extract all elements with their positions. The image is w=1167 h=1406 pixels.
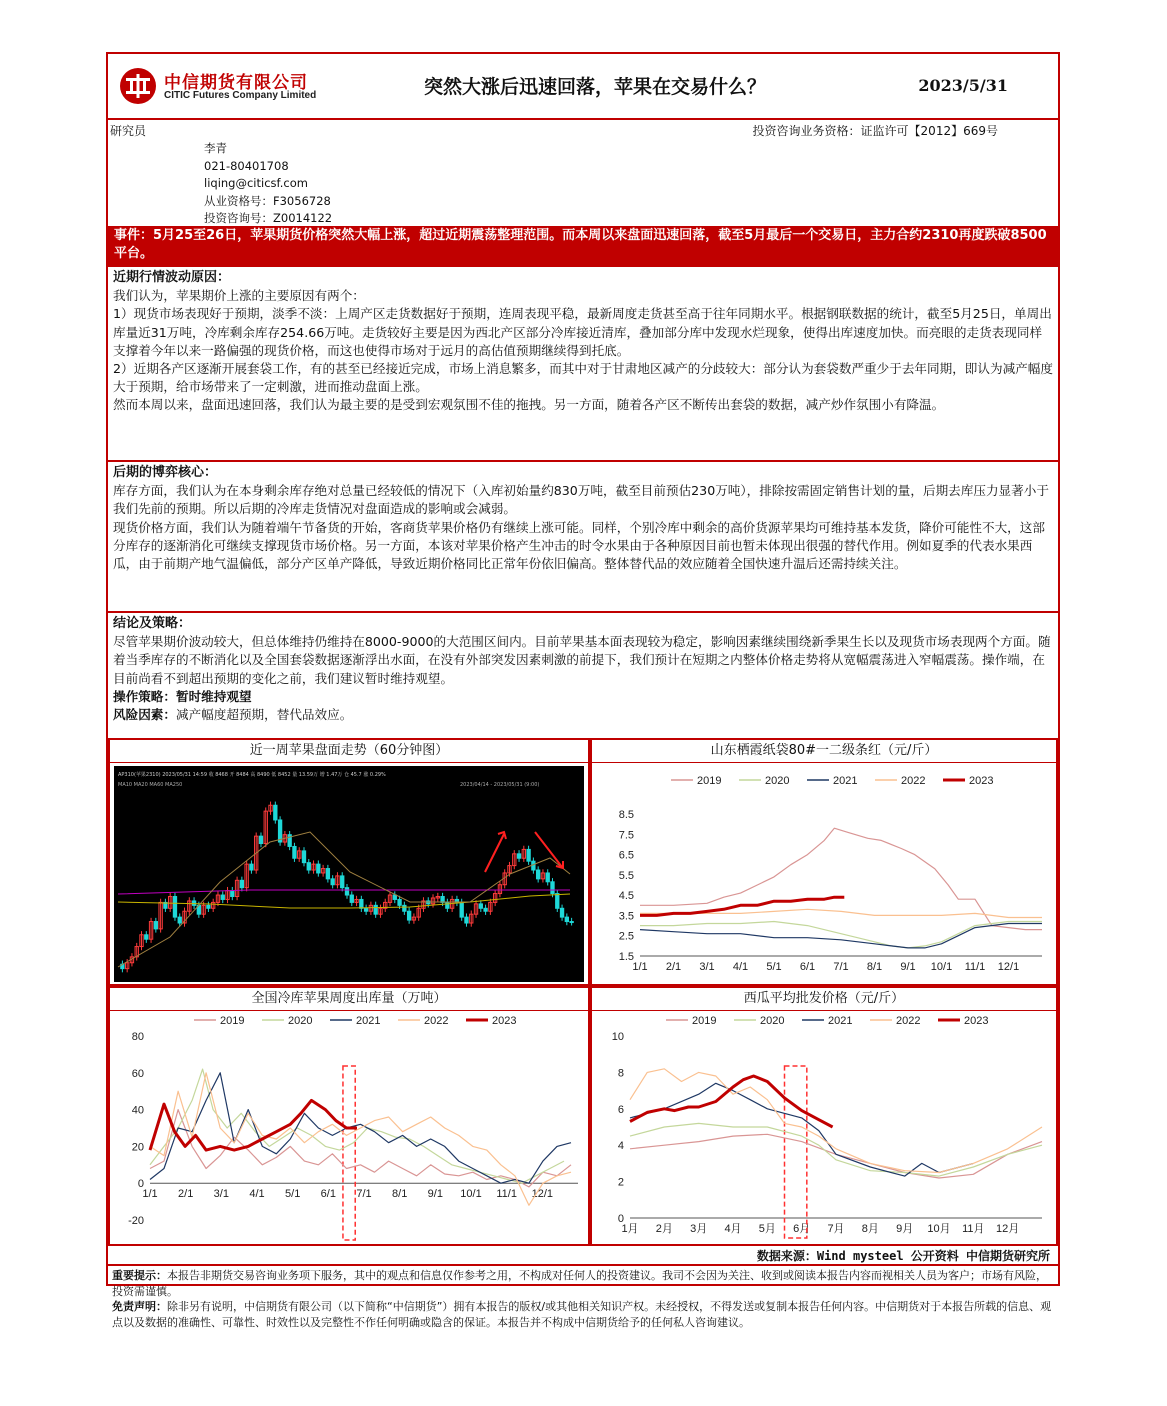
legend-label: 2021	[828, 1015, 853, 1027]
series-line-2021	[640, 924, 1042, 948]
disclaimer-line	[112, 1299, 1054, 1330]
kline-candle	[178, 917, 181, 923]
report-header	[108, 54, 1058, 120]
disclaimer-label: 免责声明：	[112, 1300, 167, 1313]
kline-candle	[536, 870, 539, 879]
consult-number: 投资咨询号：Z0014122	[204, 211, 333, 226]
kline-candle	[446, 902, 449, 908]
panel-title: 近一周苹果盘面走势（60分钟图）	[110, 740, 588, 763]
report-title: 突然大涨后迅速回落，苹果在交易什么？	[424, 76, 767, 98]
notice-line	[112, 1268, 1054, 1299]
kline-candle	[302, 851, 305, 863]
y-tick-label: 7.5	[618, 829, 634, 842]
y-tick-label: 20	[131, 1141, 144, 1154]
kline-candle	[331, 879, 334, 885]
paragraph: 1）现货市场表现好于预期，淡季不淡：上周产区走货数据好于预期，连周表现平稳，最新周度走货甚至高于往年同期水平。根据钢联数据的统计，截至5月25日，单周出库量近31万吨，冷库剩余库存254.66万吨。走货较好主要是因为西北产区部分冷库接近清库，叠加部分库中发现水烂现象，使得出库速度加快。而亮眼的走货表现同样支撑着今年以来一路偏强的现货价格，而这也使得市场对于远月的高估值预期继续得到托底。	[113, 306, 1052, 358]
kline-candle	[551, 882, 554, 894]
paragraph: 尽管苹果期价波动较大，但总体维持仍维持在8000-9000的大范围区间内。目前苹果基本面表现较为稳定，影响因素继续围绕新季果生长以及现货市场表现两个方面。随着当季库存的不断消化以及全国套袋数据逐渐浮出水面，在没有外部突发因素刺激的前提下，我们预计在短期之内整体价格走势将从宽幅震荡进入窄幅震荡。操作端，在目前尚看不到超出预期的变化之前，我们建议暂时维持观望。	[113, 634, 1051, 686]
company-name-cn: 中信期货有限公司	[164, 73, 308, 93]
paragraph: 我们认为，苹果期价上涨的主要原因有两个：	[113, 288, 365, 304]
shandong-price-chart	[592, 762, 1056, 984]
x-tick-label: 4月	[724, 1223, 742, 1235]
x-tick-label: 6/1	[799, 961, 816, 973]
series-line-2021	[630, 1083, 973, 1176]
company-logo	[118, 66, 358, 106]
researcher-name: 李青	[204, 141, 227, 155]
x-tick-label: 11月	[962, 1223, 985, 1235]
paragraph: 库存方面，我们认为在本身剩余库存绝对总量已经较低的情况下（入库初始量约830万吨，截至目前预估230万吨），排除按需固定销售计划的量，后期去库压力显著小于我们先前的预期。所以后期的冷库走货情况对盘面造成的影响或会减弱。	[113, 483, 1049, 517]
legend-label: 2019	[220, 1015, 245, 1027]
legend-label: 2021	[356, 1015, 381, 1027]
kline-candle	[317, 864, 320, 873]
panel-title: 西瓜平均批发价格（元/斤）	[592, 988, 1056, 1011]
report-date: 2023/5/31	[918, 76, 1008, 95]
kline-candle	[460, 902, 463, 917]
kline-ma-legend: MA10 MA20 MA60 MA250	[118, 782, 183, 788]
series-line-2023	[630, 1076, 833, 1127]
x-tick-label: 12/1	[531, 1188, 554, 1201]
highlight-box	[343, 1066, 355, 1240]
kline-candle	[259, 836, 262, 843]
kline-candle	[556, 894, 559, 909]
kline-candle	[374, 905, 377, 914]
kline-candle	[350, 895, 353, 902]
kline-candle	[145, 935, 148, 939]
series-line-2019	[630, 1134, 1042, 1178]
risk-value: 减产幅度超预期，替代品效应。	[175, 707, 353, 723]
legend-label: 2023	[492, 1015, 517, 1027]
cold-storage-chart	[110, 1010, 588, 1244]
x-tick-label: 4/1	[249, 1188, 265, 1201]
risk-label: 风险因素：	[113, 707, 176, 723]
kline-candle	[360, 899, 363, 908]
legend-label: 2023	[969, 775, 994, 787]
notice-label: 重要提示：	[112, 1269, 167, 1282]
x-tick-label: 3/1	[213, 1188, 229, 1201]
x-tick-label: 3/1	[699, 961, 715, 973]
kline-candle	[570, 922, 573, 923]
report-frame	[106, 52, 1060, 1329]
section-heading: 后期的博弈核心：	[113, 465, 218, 480]
x-tick-label: 5月	[758, 1223, 776, 1235]
section-heading: 近期行情波动原因：	[113, 270, 231, 285]
kline-candle	[546, 873, 549, 882]
x-tick-label: 9月	[896, 1223, 914, 1235]
y-tick-label: 3.5	[618, 910, 634, 923]
citic-logo-icon	[118, 66, 158, 106]
kline-candle	[231, 891, 234, 897]
strategy-value: 暂时维持观望	[175, 688, 252, 704]
kline-candle	[517, 854, 520, 858]
y-tick-label: 40	[131, 1104, 144, 1117]
legend-label: 2020	[288, 1015, 313, 1027]
event-banner: 事件：5月25至26日，苹果期货价格突然大幅上涨，超过近期震荡整理范围。而本周以来盘面迅速回落，截至5月最后一个交易日，主力合约2310再度跌破8500平台。	[108, 226, 1058, 265]
x-tick-label: 8/1	[866, 961, 883, 973]
x-tick-label: 1/1	[142, 1188, 158, 1201]
kline-candle	[341, 876, 344, 888]
kline-candle	[398, 899, 401, 905]
x-tick-label: 7月	[827, 1223, 845, 1235]
section-market-drivers	[108, 265, 1058, 460]
x-tick-label: 1/1	[632, 961, 648, 973]
kline-chart	[110, 762, 588, 984]
kline-header-text: AP310(苹果2310) 2023/05/31 14:59 收 8468 开 8484 高 8490 低 8452 量 13.59万 增 1.47万 仓 45.7 涨 0.29%	[118, 772, 386, 778]
legend-label: 2021	[833, 775, 858, 787]
kline-candle	[565, 917, 568, 921]
license-number: 投资咨询业务资格：证监许可【2012】669号	[752, 124, 998, 138]
series-line-2020	[640, 922, 1042, 948]
x-tick-label: 7/1	[356, 1188, 372, 1201]
panel-kline	[108, 738, 590, 986]
kline-candle	[307, 863, 310, 870]
x-tick-label: 5/1	[766, 961, 782, 973]
legend-label: 2022	[896, 1015, 921, 1027]
researcher-phone: 021-80401708	[204, 158, 289, 173]
kline-candle	[240, 880, 243, 887]
x-tick-label: 2/1	[178, 1188, 194, 1201]
y-tick-label: 6.5	[618, 849, 634, 862]
researcher-email[interactable]: liqing@citicsf.com	[204, 176, 308, 191]
series-line-2020	[630, 1123, 1042, 1176]
kline-candle	[407, 911, 410, 920]
x-tick-label: 8月	[861, 1223, 879, 1235]
section-game-core	[108, 460, 1058, 611]
x-tick-label: 6/1	[320, 1188, 336, 1201]
section-heading: 结论及策略：	[113, 616, 192, 631]
risk-line	[113, 706, 1053, 724]
kline-candle	[173, 897, 176, 918]
panel-shandong-price	[590, 738, 1058, 986]
panel-title: 山东栖霞纸袋80#一二级条红（元/斤）	[592, 740, 1056, 763]
legend-label: 2022	[424, 1015, 449, 1027]
disclaimer-block	[108, 1264, 1058, 1332]
paragraph: 然而本周以来，盘面迅速回落，我们认为最主要的是受到宏观氛围不佳的拖拽。另一方面，随着各产区不断传出套袋的数据，减产炒作氛围小有降温。	[113, 397, 945, 413]
disclaimer-text: 除非另有说明，中信期货有限公司（以下简称“中信期货”）拥有本报告的版权/或其他相关知识产权。未经授权，不得发送或复制本报告任何内容。中信期货对于本报告所载的信息、观点以及数据的准确性、可靠性、时效性以及完整性不作任何明确或隐含的保证。本报告并不构成中信期货给予的任何私人咨询建议。	[112, 1300, 1052, 1329]
strategy-line	[113, 688, 1053, 706]
series-line-2023	[150, 1100, 357, 1150]
kline-range-text: 2023/04/14 - 2023/05/31 (9:00)	[460, 782, 540, 788]
y-tick-label: 10	[611, 1031, 624, 1043]
y-tick-label: 5.5	[618, 869, 634, 882]
kline-candle	[274, 805, 277, 820]
kline-candle	[465, 917, 468, 923]
kline-candle	[393, 895, 396, 899]
notice-text: 本报告非期货交易咨询业务项下服务，其中的观点和信息仅作参考之用，不构成对任何人的投资建议。我司不会因为关注、收到或阅读本报告内容而视相关人员为客户；市场有风险，投资需谨慎。	[112, 1269, 1047, 1298]
kline-candle	[221, 895, 224, 899]
series-line-2022	[630, 1069, 1042, 1173]
data-source: 数据来源：Wind mysteel 公开资料 中信期货研究所	[756, 1249, 1050, 1263]
panel-watermelon-price	[590, 986, 1058, 1246]
series-line-2022	[150, 1073, 571, 1206]
researcher-contact	[204, 140, 332, 228]
x-tick-label: 8/1	[392, 1188, 408, 1201]
y-tick-label: 0	[617, 1213, 624, 1225]
x-tick-label: 12月	[996, 1223, 1020, 1235]
kline-candle	[527, 849, 530, 861]
x-tick-label: 7/1	[833, 961, 849, 973]
highlight-box	[785, 1066, 807, 1238]
kline-candle	[403, 905, 406, 911]
legend-label: 2019	[697, 775, 722, 787]
y-tick-label: 8	[617, 1067, 624, 1080]
x-tick-label: 3月	[690, 1223, 708, 1235]
kline-candle	[484, 908, 487, 911]
y-tick-label: 2	[617, 1176, 624, 1189]
panel-cold-storage	[108, 986, 590, 1246]
y-tick-label: 8.5	[618, 809, 634, 821]
x-tick-label: 2月	[655, 1223, 673, 1235]
y-tick-label: 4.5	[618, 890, 634, 903]
x-tick-label: 11/1	[964, 961, 986, 973]
series-line-2023	[640, 897, 844, 915]
legend-label: 2020	[760, 1015, 785, 1027]
paragraph: 现货价格方面，我们认为随着端午节备货的开始，客商货苹果价格仍有继续上涨可能。同样，个别冷库中剩余的高价货源苹果均可维持基本发货，降价可能性不大，这部分库存的逐渐消化可继续支撑现货市场价格。另一方面，本该对苹果价格产生冲击的时令水果由于各种原因目前也暂未体现出很强的替代作用。例如夏季的代表水果西瓜，由于前期产地气温偏低，部分产区单产降低，导致近期价格同比正常年份依旧偏高。整体替代品的效应随着全国快速升温后还需持续关注。	[113, 519, 1045, 572]
y-tick-label: 1.5	[618, 951, 634, 963]
x-tick-label: 12/1	[997, 961, 1020, 973]
x-tick-label: 9/1	[427, 1188, 443, 1201]
practice-number: 从业资格号：F3056728	[204, 193, 331, 208]
x-tick-label: 11/1	[496, 1188, 517, 1201]
y-tick-label: 6	[617, 1103, 624, 1116]
y-tick-label: 4	[617, 1140, 624, 1153]
kline-candle	[293, 846, 296, 858]
x-tick-label: 5/1	[285, 1188, 301, 1201]
y-tick-label: 0	[137, 1178, 144, 1191]
kline-candle	[364, 908, 367, 911]
x-tick-label: 10月	[927, 1223, 951, 1235]
kline-candle	[479, 904, 482, 908]
y-tick-label: 2.5	[618, 930, 634, 943]
researcher-label: 研究员	[110, 124, 147, 138]
kline-candle	[207, 905, 210, 908]
legend-label: 2019	[692, 1015, 717, 1027]
kline-candle	[326, 869, 329, 879]
panel-title: 全国冷库苹果周度出库量（万吨）	[110, 988, 588, 1011]
y-tick-label: 80	[131, 1031, 144, 1043]
section-conclusion	[108, 611, 1058, 738]
x-tick-label: 4/1	[732, 961, 749, 973]
kline-candle	[250, 864, 253, 870]
company-name-en: CITIC Futures Company Limited	[164, 90, 317, 101]
kline-candle	[154, 922, 157, 929]
kline-candle	[345, 888, 348, 895]
strategy-label: 操作策略：	[113, 688, 176, 704]
legend-label: 2022	[901, 775, 926, 787]
kline-candle	[560, 908, 563, 917]
x-tick-label: 10/1	[460, 1188, 482, 1201]
x-tick-label: 6月	[793, 1223, 811, 1235]
paragraph: 2）近期各产区逐渐开展套袋工作，有的甚至已经接近完成，市场上消息繁多，而其中对于甘肃地区减产的分歧较大：部分认为套袋数严重少于去年同期，即认为减产幅度大于预期，给市场带来了一定刺激，进而推动盘面上涨。	[113, 361, 1053, 395]
watermelon-price-chart	[592, 1010, 1056, 1244]
legend-label: 2020	[765, 775, 790, 787]
y-tick-label: 60	[131, 1067, 144, 1080]
x-tick-label: 10/1	[930, 961, 953, 973]
legend-label: 2023	[964, 1015, 989, 1027]
x-tick-label: 9/1	[900, 961, 916, 973]
x-tick-label: 1月	[621, 1223, 639, 1235]
x-tick-label: 2/1	[665, 961, 682, 973]
y-tick-label: -20	[128, 1215, 144, 1227]
